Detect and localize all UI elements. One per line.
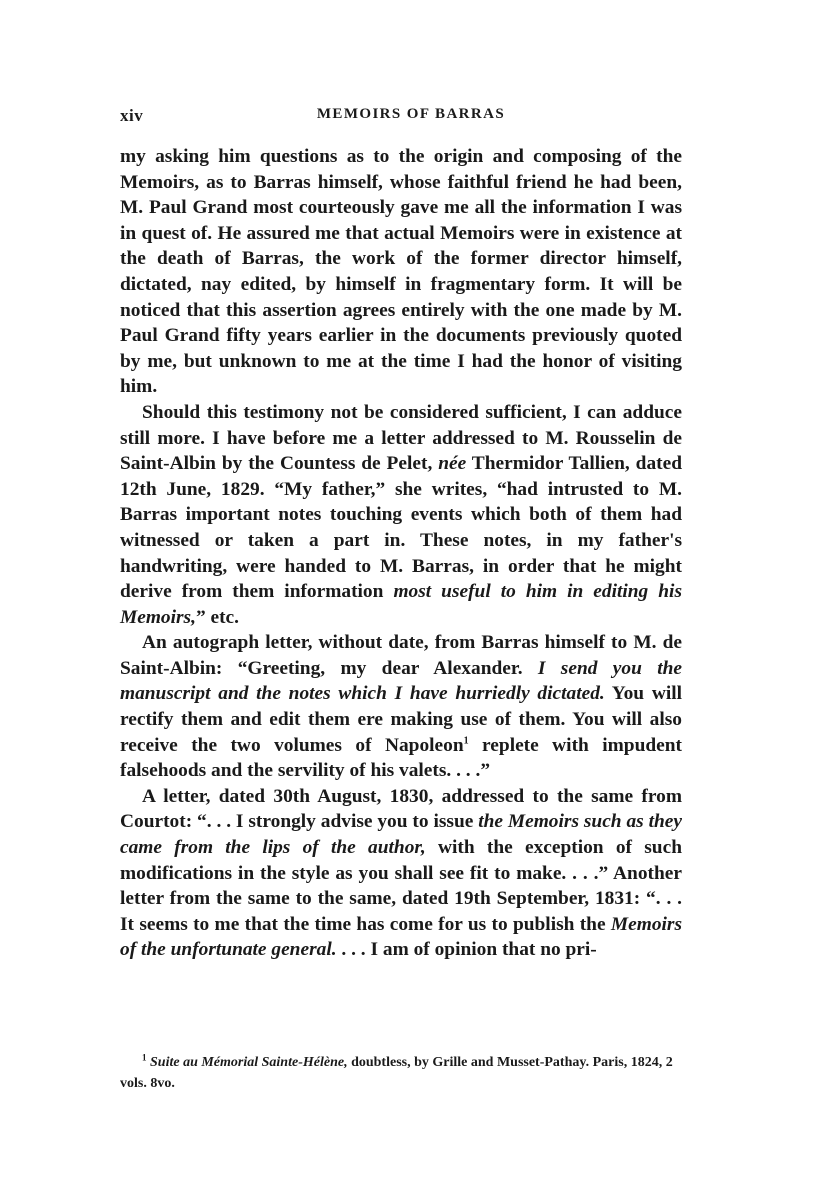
footnote — [120, 1052, 682, 1094]
footnote-body: doubtless, by Grille and Musset-Pathay. Paris, 1824, 2 vols. 8vo. — [120, 1055, 673, 1091]
page-number: xiv — [120, 106, 144, 125]
paragraph-4-italic-1: the Memoirs such as they came from the lips of the author, — [120, 811, 682, 859]
footnote-reference: 1 — [463, 735, 469, 747]
paragraph-4-text-a: A letter, dated 30th August, 1830, addressed to the same from Courtot: “. . . I strongly advise you to issue — [120, 785, 682, 833]
paragraph-3-text-a: An autograph letter, without date, from Barras himself to M. de Saint-Albin: “Greeting, my dear Alexander. — [120, 632, 682, 679]
footnote-marker: 1 — [142, 1052, 147, 1063]
paragraph-1-text: my asking him questions as to the origin and composing of the Memoirs, as to Barras himself, whose faithful friend he had been, M. Paul Grand most courteously gave me all the information I was in quest of. He assured me that actual Memoirs were in existence at the death of Barras, the work of the former director himself, dictated, nay edited, by himself in fragmentary form. It will be noticed that this assertion agrees entirely with the one made by M. Paul Grand fifty years earlier in the documents previously quoted by me, but unknown to me at the time I had the honor of visiting him. — [120, 146, 682, 398]
paragraph-2-nee: née — [438, 453, 467, 475]
paragraph-3-text-b: You will rectify them and edit them ere making use of them. You will also receive the two volumes of Napoleon — [120, 683, 682, 756]
paragraph-2-italic: most useful to him in editing his Memoirs, — [120, 581, 682, 628]
footnote-title: Suite au Mémorial Sainte-Hélène, — [150, 1055, 348, 1070]
paragraph-2 — [120, 400, 682, 630]
paragraph-3-text-c: replete with impudent falsehoods and the servility of his valets. . . .” — [120, 734, 682, 782]
paragraph-4-text-b: with the exception of such modifications in the style as you shall see fit to make. . . .” Another letter from the same to the same, dated 19th September, 1831: “. . . It seems to me that the time has come for us to publish the — [120, 837, 682, 935]
paragraph-2-text-b: Thermidor Tallien, dated 12th June, 1829. “My father,” she writes, “had intrusted to M. Barras important notes touching events which both of them had witnessed or taken a part in. These notes, in my father's handwriting, were handed to M. Barras, in order that he might derive from them information — [120, 453, 683, 603]
paragraph-4 — [120, 784, 682, 963]
footnote-text — [120, 1052, 682, 1094]
paragraph-2-text-c: ” etc. — [195, 606, 240, 628]
page-header — [120, 106, 682, 130]
body-text — [120, 144, 682, 963]
paragraph-3-italic: I send you the manuscript and the notes which I have hurriedly dictated. — [120, 657, 682, 705]
paragraph-4-text-c: . . . I am of opinion that no pri- — [336, 939, 597, 961]
running-title: MEMOIRS OF BARRAS — [316, 106, 506, 122]
paragraph-3 — [120, 630, 682, 784]
paragraph-1 — [120, 144, 682, 400]
paragraph-2-text-a: Should this testimony not be considered sufficient, I can adduce still more. I have before me a letter addressed to M. Rousselin de Saint-Albin by the Countess de Pelet, — [120, 401, 682, 475]
paragraph-4-italic-2: Memoirs of the unfortunate general. — [120, 913, 682, 961]
